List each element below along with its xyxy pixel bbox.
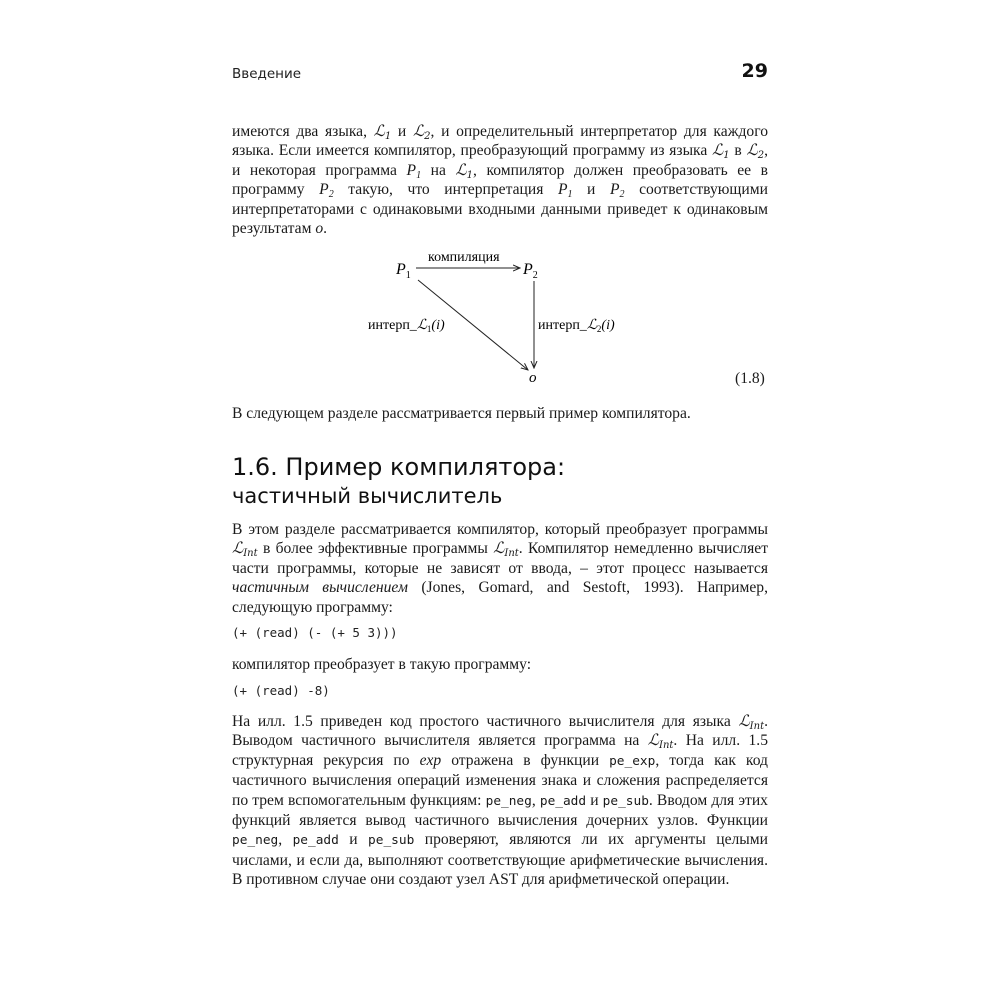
final-paragraph: На илл. 1.5 приведен код простого частичного вычислителя для языка ℒ$_{Int}$. Выводом частичного вычислителя является программа на ℒ$_{Int}$. На илл. 1.5 структурная рекурсия по exp отражена в функции pe_exp, тогда как код частичного вычисления операций изменения знака и сложения распределяется по трем вспомогательным функциям: pe_neg, pe_add и pe_sub. Вводом для этих функций является вывод частичного вычисления дочерних узлов. Функции pe_neg, pe_add и pe_sub проверяют, являются ли их аргументы целыми числами, и если да, выполняют соответствующие арифметические вычисления. В противном случае они создают узел AST для арифметической операции. [232,712,769,889]
math-P1: $P_1$ [406,161,422,181]
diagram-node-p2: $P_2$ [523,261,538,281]
diagram-node-output: o [529,370,537,385]
next-section-sentence: В следующем разделе рассматривается первый пример компилятора. [232,405,691,422]
math-L1: ℒ$_1$ [712,141,730,162]
page-number: 29 [741,60,768,82]
term-partial-evaluation: частичным вычислением [232,579,408,597]
term-exp: exp [419,751,442,769]
math-P2: $P_2$ [609,181,625,201]
code-pe-add: pe_add [292,833,339,849]
diagram-label-interp2: интерп_ℒ$_2$(i) [538,317,615,334]
code-example-input: (+ (read) (- (+ 5 3))) [232,625,398,640]
math-o: o [315,220,324,238]
diagram-label-interp1: интерп_ℒ$_1$(i) [368,317,445,334]
running-head: Введение [232,66,302,82]
compilation-diagram [360,245,620,385]
code-pe-sub: pe_sub [368,833,415,849]
math-L2: ℒ$_2$ [746,141,765,162]
math-P2: $P_2$ [319,181,334,201]
code-pe-neg: pe_neg [485,793,532,809]
math-L2: ℒ$_2$ [412,122,431,142]
section-title-line2: частичный вычислитель [232,484,503,508]
math-L-Int: ℒ$_{Int}$ [738,712,765,732]
section-paragraph: В этом разделе рассматривается компилятор, который преобразует программы ℒ$_{Int}$ в более эффективные программы ℒ$_{Int}$. Компилятор немедленно вычисляет части программы, которые не зависят от ввода, – этот процесс называется частичным вычислением (Jones, Gomard, and Sestoft, 1993). Например, следующую программу: [232,521,769,616]
diagram-node-p1: $P_1$ [396,261,411,281]
math-L1: ℒ$_1$ [373,122,392,142]
code-pe-add: pe_add [539,793,587,809]
section-heading [232,453,565,511]
section-title-line1: 1.6. Пример компилятора: [232,453,566,481]
math-L-Int: ℒ$_{Int}$ [647,731,674,752]
math-L-Int: ℒ$_{Int}$ [232,539,258,560]
code-example-output: (+ (read) -8) [232,683,330,698]
code-pe-exp: pe_exp [609,753,656,769]
transition-sentence: компилятор преобразует в такую программу: [232,656,532,673]
diagram-label-compile: компиляция [428,250,500,265]
math-L1: ℒ$_1$ [455,160,474,181]
code-pe-sub: pe_sub [602,793,649,809]
equation-number: (1.8) [735,370,765,387]
intro-paragraph: имеются два языка, ℒ$_1$ и ℒ$_2$, и определительный интерпретатор для каждого языка. Если имеется компилятор, преобразующий программу из языка ℒ$_1$ в ℒ$_2$, и некоторая программа $P_1$ на ℒ$_1$, компилятор должен преобразовать ее в программу $P_2$ такую, что интерпретация $P_1$ и $P_2$ соответствующими интерпретаторами с одинаковыми входными данными приведет к одинаковым результатам o. [232,122,768,238]
math-P1: $P_1$ [557,181,573,201]
code-pe-neg: pe_neg [232,833,279,849]
math-L-Int: ℒ$_{Int}$ [493,539,519,560]
